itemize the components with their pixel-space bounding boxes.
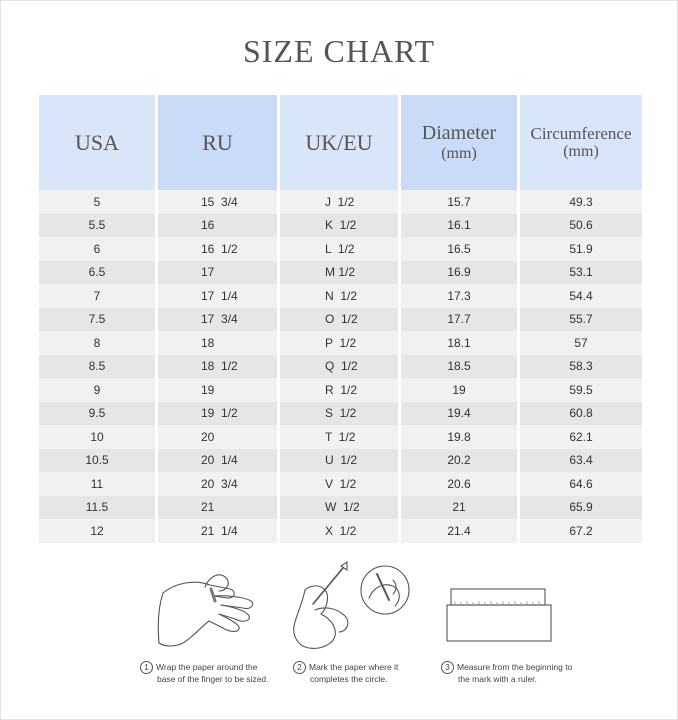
cell-ru: 20 3/4 — [158, 472, 280, 496]
cell-circumference: 62.1 — [520, 425, 642, 449]
step-number: 3 — [441, 661, 454, 674]
step-text-line1: Measure from the beginning to — [457, 661, 573, 672]
header-label: Diameter — [421, 121, 497, 144]
cell-uk-eu: N 1/2 — [280, 284, 401, 308]
cell-ru: 17 — [158, 261, 280, 285]
cell-usa: 6 — [39, 237, 158, 261]
table-row — [39, 519, 642, 543]
cell-circumference: 59.5 — [520, 378, 642, 402]
cell-uk-eu: S 1/2 — [280, 402, 401, 426]
cell-diameter: 16.9 — [401, 261, 520, 285]
header-usa — [39, 95, 158, 190]
header-circumference — [520, 95, 642, 190]
cell-circumference: 55.7 — [520, 308, 642, 332]
cell-uk-eu: X 1/2 — [280, 519, 401, 543]
cell-usa: 10.5 — [39, 449, 158, 473]
header-label: Circumference — [530, 123, 632, 143]
cell-circumference: 67.2 — [520, 519, 642, 543]
cell-ru: 18 — [158, 331, 280, 355]
step-3-caption — [441, 661, 581, 685]
cell-usa: 11 — [39, 472, 158, 496]
cell-diameter: 21 — [401, 496, 520, 520]
cell-circumference: 49.3 — [520, 190, 642, 214]
step-text-line1: Mark the paper where it — [309, 661, 399, 672]
cell-diameter: 17.7 — [401, 308, 520, 332]
cell-ru: 21 1/4 — [158, 519, 280, 543]
cell-circumference: 63.4 — [520, 449, 642, 473]
cell-circumference: 54.4 — [520, 284, 642, 308]
cell-ru: 16 1/2 — [158, 237, 280, 261]
cell-uk-eu: L 1/2 — [280, 237, 401, 261]
page-title: SIZE CHART — [242, 33, 436, 69]
table-body — [39, 190, 642, 543]
cell-diameter: 19.8 — [401, 425, 520, 449]
step-number: 1 — [140, 661, 153, 674]
step-text-line2: base of the finger to be sized. — [157, 674, 269, 684]
table-row — [39, 496, 642, 520]
header-uk-eu — [280, 95, 401, 190]
cell-usa: 11.5 — [39, 496, 158, 520]
cell-uk-eu: M 1/2 — [280, 261, 401, 285]
header-label: UK/EU — [305, 129, 373, 155]
cell-uk-eu: O 1/2 — [280, 308, 401, 332]
header-unit: (mm) — [441, 144, 477, 162]
step-text-line2: completes the circle. — [310, 674, 388, 684]
header-label: RU — [202, 129, 233, 155]
cell-usa: 8.5 — [39, 355, 158, 379]
step-text-line2: the mark with a ruler. — [458, 674, 537, 684]
cell-usa: 12 — [39, 519, 158, 543]
cell-diameter: 15.7 — [401, 190, 520, 214]
table-row — [39, 449, 642, 473]
table-row — [39, 261, 642, 285]
cell-diameter: 20.2 — [401, 449, 520, 473]
table-row — [39, 237, 642, 261]
table-row — [39, 214, 642, 238]
cell-circumference: 51.9 — [520, 237, 642, 261]
cell-circumference: 58.3 — [520, 355, 642, 379]
cell-diameter: 17.3 — [401, 284, 520, 308]
step-1-caption — [140, 661, 270, 685]
table-row — [39, 355, 642, 379]
cell-circumference: 64.6 — [520, 472, 642, 496]
cell-circumference: 57 — [520, 331, 642, 355]
cell-uk-eu: U 1/2 — [280, 449, 401, 473]
table-row — [39, 378, 642, 402]
cell-usa: 5 — [39, 190, 158, 214]
cell-uk-eu: W 1/2 — [280, 496, 401, 520]
cell-ru: 15 3/4 — [158, 190, 280, 214]
cell-uk-eu: K 1/2 — [280, 214, 401, 238]
cell-ru: 19 — [158, 378, 280, 402]
pen-marking-illustration-icon — [285, 560, 415, 660]
cell-uk-eu: T 1/2 — [280, 425, 401, 449]
cell-ru: 17 3/4 — [158, 308, 280, 332]
cell-uk-eu: R 1/2 — [280, 378, 401, 402]
cell-diameter: 19 — [401, 378, 520, 402]
cell-ru: 16 — [158, 214, 280, 238]
cell-circumference: 50.6 — [520, 214, 642, 238]
measuring-instructions — [0, 555, 678, 715]
table-row — [39, 308, 642, 332]
cell-usa: 5.5 — [39, 214, 158, 238]
header-unit: (mm) — [563, 143, 599, 161]
cell-diameter: 21.4 — [401, 519, 520, 543]
cell-diameter: 18.1 — [401, 331, 520, 355]
cell-diameter: 16.1 — [401, 214, 520, 238]
cell-usa: 9.5 — [39, 402, 158, 426]
step-number: 2 — [293, 661, 306, 674]
cell-ru: 17 1/4 — [158, 284, 280, 308]
header-label: USA — [74, 129, 119, 155]
table-row — [39, 402, 642, 426]
cell-usa: 7.5 — [39, 308, 158, 332]
step-text-line1: Wrap the paper around the — [156, 661, 258, 672]
cell-circumference: 53.1 — [520, 261, 642, 285]
table-row — [39, 472, 642, 496]
cell-usa: 7 — [39, 284, 158, 308]
table-row — [39, 331, 642, 355]
cell-uk-eu: P 1/2 — [280, 331, 401, 355]
cell-uk-eu: J 1/2 — [280, 190, 401, 214]
cell-ru: 21 — [158, 496, 280, 520]
table-row — [39, 284, 642, 308]
cell-diameter: 18.5 — [401, 355, 520, 379]
cell-diameter: 16.5 — [401, 237, 520, 261]
ruler-illustration-icon — [445, 583, 555, 643]
cell-ru: 20 1/4 — [158, 449, 280, 473]
cell-diameter: 19.4 — [401, 402, 520, 426]
cell-diameter: 20.6 — [401, 472, 520, 496]
cell-uk-eu: V 1/2 — [280, 472, 401, 496]
cell-usa: 9 — [39, 378, 158, 402]
cell-circumference: 60.8 — [520, 402, 642, 426]
cell-ru: 20 — [158, 425, 280, 449]
cell-usa: 6.5 — [39, 261, 158, 285]
step-2-caption — [293, 661, 413, 685]
cell-ru: 19 1/2 — [158, 402, 280, 426]
cell-usa: 8 — [39, 331, 158, 355]
cell-uk-eu: Q 1/2 — [280, 355, 401, 379]
table-row — [39, 190, 642, 214]
size-chart-table — [39, 95, 642, 543]
header-ru — [158, 95, 280, 190]
cell-ru: 18 1/2 — [158, 355, 280, 379]
table-row — [39, 425, 642, 449]
cell-usa: 10 — [39, 425, 158, 449]
hand-wrap-illustration-icon — [155, 565, 265, 660]
cell-circumference: 65.9 — [520, 496, 642, 520]
header-diameter — [401, 95, 520, 190]
table-header — [39, 95, 642, 190]
